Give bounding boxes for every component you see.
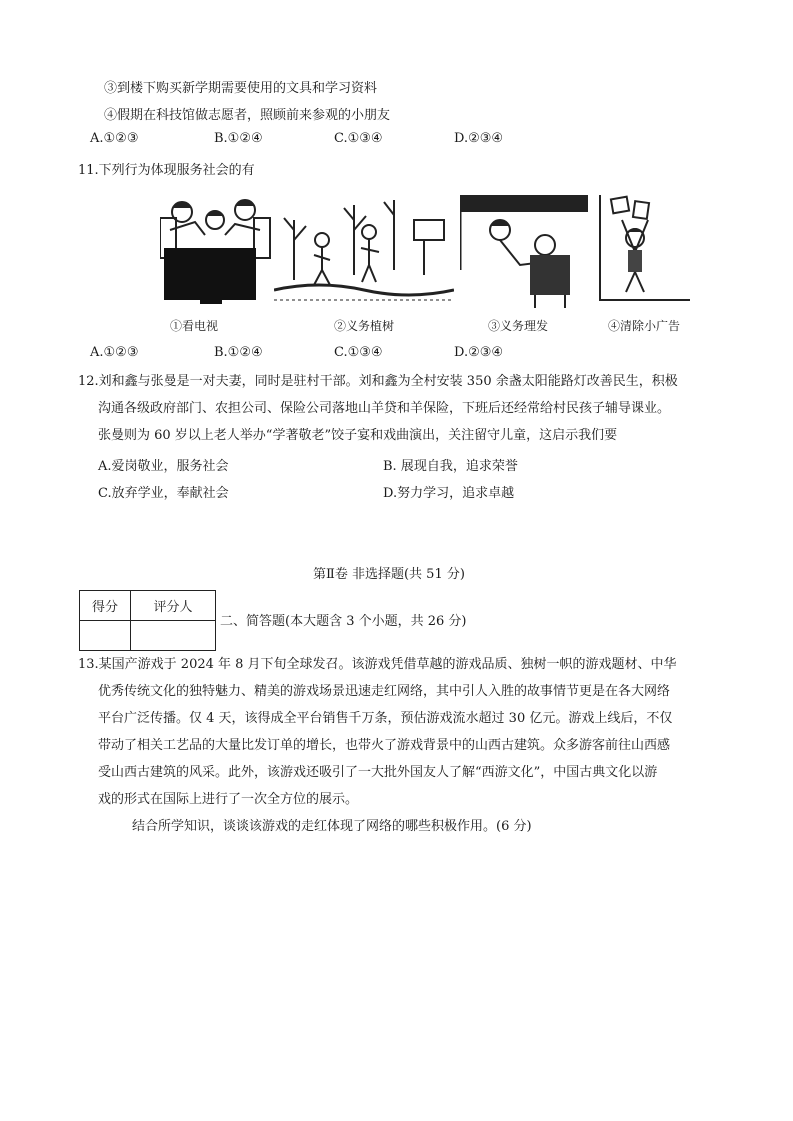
q13-line-5: 受山西古建筑的风采。此外，该游戏还吸引了一大批外国友人了解“西游文化”，中国古典文化以游 (98, 765, 658, 780)
q11-figures (160, 190, 696, 340)
figure-free-haircut (460, 190, 588, 308)
caption-2: ②义务植树 (334, 319, 395, 333)
answer-area[interactable] (98, 850, 718, 1080)
figure-removing-flyers-illustration (590, 190, 696, 308)
part-title: 二、简答题(本大题含 3 个小题，共 26 分) (220, 614, 467, 629)
q12-option-b[interactable]: B. 展现自我，追求荣誉 (383, 459, 518, 474)
figure-tree-planting (274, 190, 454, 308)
q11-stem: 11.下列行为体现服务社会的有 (78, 163, 255, 178)
q12-option-c[interactable]: C.放弃学业，奉献社会 (98, 486, 229, 501)
caption-1: ①看电视 (170, 319, 219, 333)
q11-option-a[interactable]: A.①②③ (90, 345, 139, 360)
score-header: 得分 (80, 591, 131, 621)
q12-line-2: 沟通各级政府部门、农担公司、保险公司落地山羊贷和羊保险，下班后还经常给村民孩子辅导课业。 (98, 401, 671, 416)
q13-line-4: 带动了相关工艺品的大量比发订单的增长，也带火了游戏背景中的山西古建筑。众多游客前往山西感 (98, 738, 671, 753)
q13-line-2: 优秀传统文化的独特魅力、精美的游戏场景迅速走红网络，其中引人入胜的故事情节更是在各大网络 (98, 684, 671, 699)
q10-option-c[interactable]: C.①③④ (334, 131, 383, 146)
score-table (79, 590, 216, 651)
q10-option-d[interactable]: D.②③④ (454, 131, 504, 146)
q10-item-4: ④假期在科技馆做志愿者，照顾前来参观的小朋友 (104, 108, 391, 123)
q10-option-a[interactable]: A.①②③ (90, 131, 139, 146)
q11-option-c[interactable]: C.①③④ (334, 345, 383, 360)
score-cell[interactable] (80, 621, 131, 651)
q13-line-1: 13.某国产游戏于 2024 年 8 月下旬全球发召。该游戏凭借草越的游戏品质、独树一帜的游戏题材、中华 (78, 657, 677, 672)
figure-free-haircut-illustration (460, 190, 588, 308)
caption-4: ④清除小广告 (608, 319, 681, 333)
figure-removing-flyers (590, 190, 696, 308)
q12-line-1: 12.刘和鑫与张曼是一对夫妻，同时是驻村干部。刘和鑫为全村安装 350 余盏太阳能路灯改善民生，积极 (78, 374, 678, 389)
q11-option-b[interactable]: B.①②④ (214, 345, 263, 360)
figure-tree-planting-illustration (274, 190, 454, 308)
q13-line-6: 戏的形式在国际上进行了一次全方位的展示。 (98, 792, 359, 807)
q13-line-3: 平台广泛传播。仅 4 天，该得成全平台销售千万条，预估游戏流水超过 30 亿元。游戏上线后，不仅 (98, 711, 673, 726)
grader-header: 评分人 (131, 591, 216, 621)
q13-prompt: 结合所学知识，谈谈该游戏的走红体现了网络的哪些积极作用。(6 分) (132, 819, 532, 834)
q11-option-d[interactable]: D.②③④ (454, 345, 504, 360)
figure-watching-tv (160, 190, 272, 308)
grader-cell[interactable] (131, 621, 216, 651)
q12-option-a[interactable]: A.爱岗敬业，服务社会 (98, 459, 229, 474)
section-title: 第Ⅱ卷 非选择题(共 51 分) (313, 567, 465, 582)
q10-option-b[interactable]: B.①②④ (214, 131, 263, 146)
figure-watching-tv-illustration (160, 190, 272, 308)
q12-line-3: 张曼则为 60 岁以上老人举办“学著敬老”饺子宴和戏曲演出，关注留守儿童，这启示我们要 (98, 428, 618, 443)
q10-item-3: ③到楼下购买新学期需要使用的文具和学习资料 (104, 81, 378, 96)
caption-3: ③义务理发 (488, 319, 549, 333)
q12-option-d[interactable]: D.努力学习，追求卓越 (383, 486, 515, 501)
